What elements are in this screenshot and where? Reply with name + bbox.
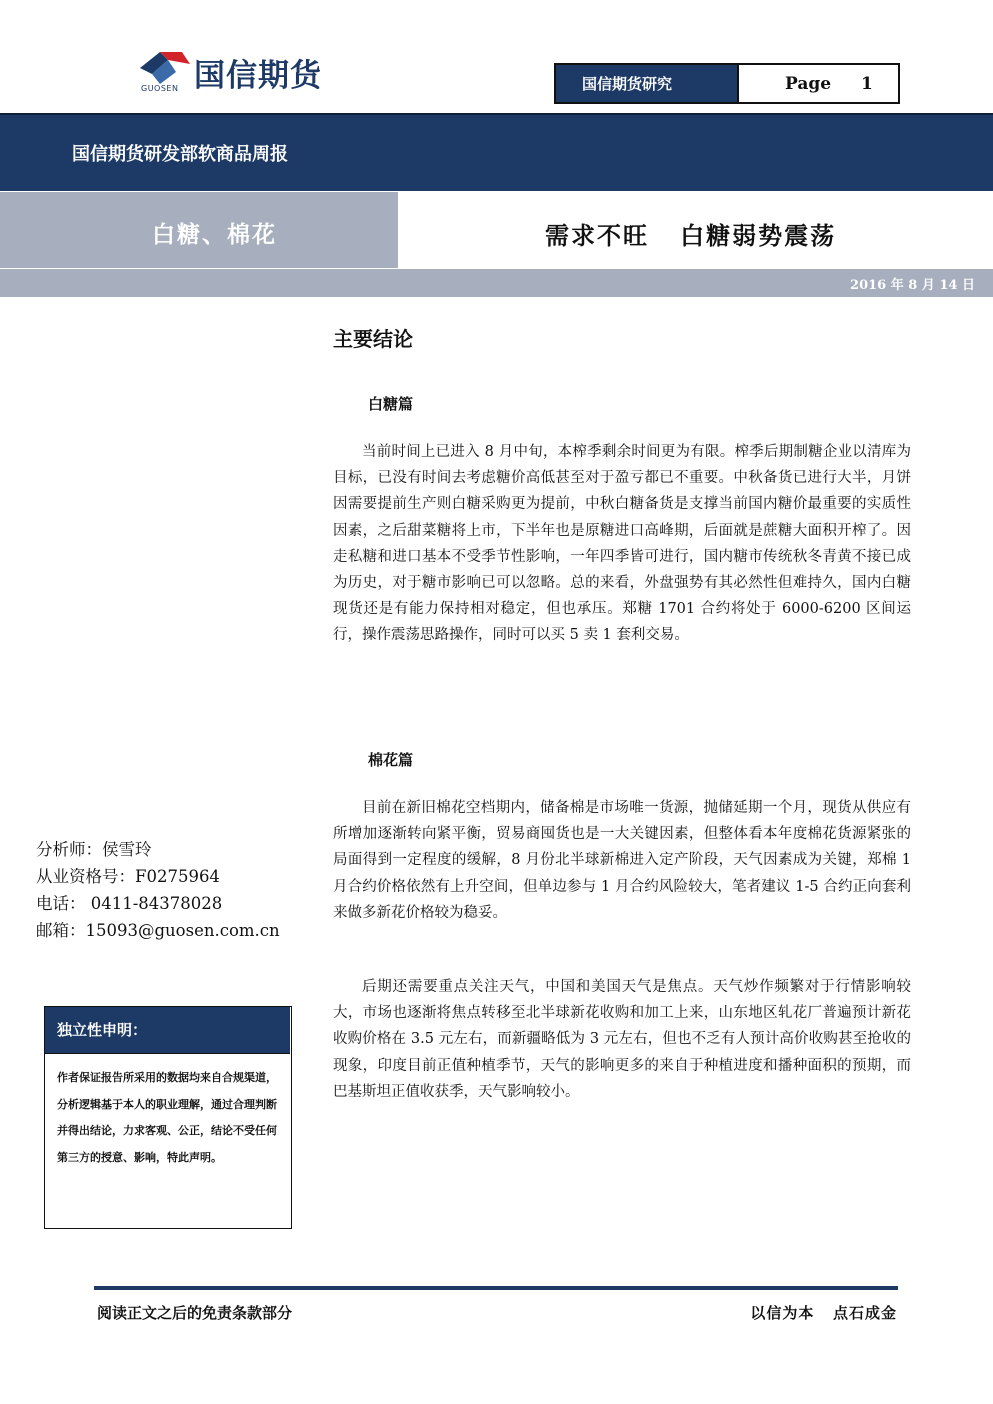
- page-label: Page: [785, 73, 832, 94]
- analyst-email: 邮箱：15093@guosen.com.cn: [36, 921, 280, 940]
- research-page-box: [554, 63, 900, 104]
- report-name: 国信期货研发部软商品周报: [72, 144, 288, 165]
- sugar-paragraph: 当前时间上已进入 8 月中旬，本榨季剩余时间更为有限。榨季后期制糖企业以清库为目标，已没有时间去考虑糖价高低甚至对于盈亏都已不重要。中秋备货已进行大半，月饼因需要提前生产则白糖采购更为提前，中秋白糖备货是支撑当前国内糖价最重要的实质性因素，之后甜菜糖将上市，下半年也是原糖进口高峰期，后面就是蔗糖大面积开榨了。因走私糖和进口基本不受季节性影响，一年四季皆可进行，国内糖市传统秋冬青黄不接已成为历史，对于糖市影响已可以忽略。总的来看，外盘强势有其必然性但难持久，国内白糖现货还是有能力保持相对稳定，但也承压。郑糖 1701 合约将处于 6000-6200 区间运行，操作震荡思路操作，同时可以买 5 卖 1 套利交易。: [333, 444, 911, 644]
- footer-slogan: 以信为本 点石成金: [750, 1304, 897, 1322]
- analyst-phone: 电话： 0411-84378028: [36, 894, 223, 913]
- date-bar: [0, 269, 993, 297]
- cotton-paragraph-2: 后期还需要重点关注天气，中国和美国天气是焦点。天气炒作频繁对于行情影响较大，市场也逐渐将焦点转移至北半球新花收购和加工上来，山东地区轧花厂普遍预计新花收购价格在 3.5 元左右，而新疆略低为 3 元左右，但也不乏有人预计高价收购甚至抢收的现象，印度目前正值种植季节，天气的影响更多的来自于种植进度和播种面积的预期，而巴基斯坦正值收获季，天气影响较小。: [333, 979, 911, 1100]
- independence-text: 作者保证报告所采用的数据均来自合规渠道， 分析逻辑基于本人的职业理解，通过合理判断 并得出结论，力求客观、公正，结论不受任何第三方的授意、影响，特此声明。: [57, 1071, 285, 1164]
- analyst-license: 从业资格号：F0275964: [36, 867, 220, 886]
- report-date: 2016 年 8 月 14 日: [850, 278, 975, 293]
- analyst-info: [36, 836, 280, 944]
- independence-statement-box: [44, 1006, 292, 1229]
- cotton-paragraph-1: 目前在新旧棉花空档期内，储备棉是市场唯一货源，抛储延期一个月，现货从供应有所增加逐渐转向紧平衡，贸易商囤货也是一大关键因素，但整体看本年度棉花货源紧张的局面得到一定程度的缓解，8 月份北半球新棉进入定产阶段，天气因素成为关键，郑棉 1 月合约价格依然有上升空间，但单边参与 1 月合约风险较大，笔者建议 1-5 合约正向套利来做多新花价格较为稳妥。: [333, 800, 911, 921]
- analyst-name: 分析师：侯雪玲: [36, 840, 152, 859]
- footer-divider: [94, 1286, 898, 1290]
- cotton-section-title: 棉花篇: [368, 751, 414, 769]
- footer-disclaimer-note: 阅读正文之后的免责条款部分: [97, 1304, 293, 1322]
- category-label: 白糖、棉花: [152, 221, 277, 248]
- logo-subtitle: GUOSEN: [141, 84, 179, 93]
- page-indicator: [739, 65, 898, 102]
- logo-name: 国信期货: [194, 58, 322, 94]
- guosen-logo-icon: [138, 50, 190, 86]
- sugar-section-title: 白糖篇: [368, 395, 414, 413]
- report-headline: 需求不旺 白糖弱势震荡: [545, 221, 837, 250]
- page-number: 1: [861, 73, 873, 94]
- research-label: 国信期货研究: [556, 65, 739, 102]
- independence-title: 独立性申明：: [57, 1021, 148, 1039]
- independence-header: [45, 1007, 290, 1054]
- main-conclusion-title: 主要结论: [333, 327, 413, 351]
